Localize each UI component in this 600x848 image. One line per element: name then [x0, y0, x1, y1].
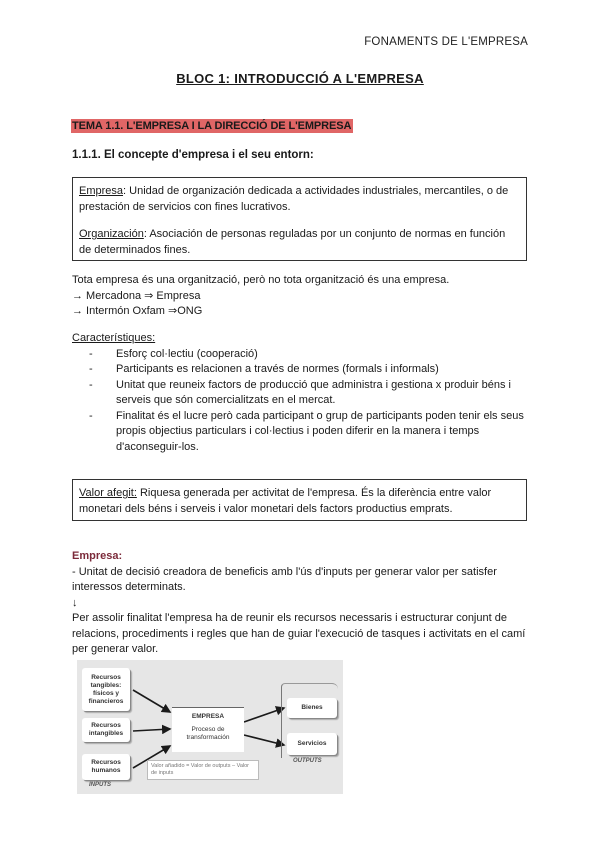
valor-afegit-term: Valor afegit: [79, 487, 137, 499]
characteristics-block [72, 331, 532, 455]
list-item-text: Participants es relacionen a través de normes (formals i informals) [116, 363, 439, 375]
example-oxfam: → Intermón Oxfam ⇒ONG [72, 305, 203, 317]
characteristics-heading: Característiques: [72, 332, 156, 344]
down-arrow-icon: ↓ [72, 596, 78, 609]
definition-empresa [79, 184, 520, 215]
definition-text: : Unidad de organización dedicada a actividades industriales, mercantiles, o de prestación de servicios con fines lucrativos. [79, 185, 509, 213]
output-servicios: Servicios [287, 733, 337, 755]
tema-heading: TEMA 1.1. L'EMPRESA I LA DIRECCIÓ DE L'EMPRESA [72, 120, 352, 132]
definition-text: : Asociación de personas reguladas por un conjunto de normas en función de determinados fines. [79, 228, 506, 256]
bullet-dash: - [89, 363, 93, 375]
definition-organizacion [79, 227, 520, 258]
characteristics-list [72, 347, 532, 456]
valor-formula: Valor añadido = Valor de outputs – Valor de inputs [147, 760, 259, 780]
list-item-text: Unitat que reuneix factors de producció que administra i gestiona x produir béns i serveis que són comercialitzats en el mercat. [116, 378, 512, 406]
section-heading: 1.1.1. El concepte d'empresa i el seu entorn: [72, 149, 314, 161]
definition-term: Empresa [79, 185, 124, 197]
empresa-box-title: EMPRESA [191, 713, 225, 720]
empresa-box [172, 707, 244, 752]
input-tangibles: Recursos tangibles: físicos y financieros [82, 668, 130, 711]
outputs-label: OUTPUTS [293, 758, 322, 764]
statement-block [72, 273, 532, 320]
definitions-box [72, 177, 527, 261]
empresa-line2: Per assolir finalitat l'empresa ha de reunir els recursos necessaris i estructurar conjunt de relacions, procediments i regles que han de guiar l'execució de tasques i activitats en el camí per generar valor. [72, 612, 526, 655]
list-item-text: Esforç col·lectiu (cooperació) [116, 347, 258, 360]
list-item [72, 409, 532, 456]
list-item [72, 378, 532, 409]
input-humanos: Recursos humanos [82, 754, 130, 780]
output-bienes: Bienes [287, 698, 337, 718]
bullet-dash: - [89, 347, 93, 360]
list-item [72, 347, 532, 363]
statement-line: Tota empresa és una organització, però no tota organització és una empresa. [72, 274, 450, 286]
empresa-block [72, 549, 532, 658]
valor-afegit-box [72, 479, 527, 521]
definition-term: Organización [79, 228, 144, 240]
list-item [72, 362, 532, 378]
valor-afegit-text: Riquesa generada per activitat de l'empresa. És la diferència entre valor monetari dels béns i serveis i valor monetari dels factors productius emprats. [79, 487, 492, 515]
input-intangibles: Recursos intangibles [82, 718, 130, 742]
document-title: BLOC 1: INTRODUCCIÓ A L'EMPRESA [176, 71, 424, 86]
bullet-dash: - [89, 409, 93, 422]
running-header: FONAMENTS DE L'EMPRESA [364, 36, 528, 48]
empresa-process-diagram [77, 660, 343, 794]
list-item-text: Finalitat és el lucre però cada participant o grup de participants poden tenir els seus propis objectius particulars i col·lectius i poden diferir en la manera i temps d'aconseguir-los. [116, 409, 524, 453]
empresa-box-subtitle: Proceso de transformación [186, 726, 230, 741]
empresa-line1: - Unitat de decisió creadora de beneficis amb l'ús d'inputs per generar valor per satisfer interessos determinats. [72, 565, 497, 593]
inputs-label: INPUTS [89, 782, 112, 788]
example-mercadona: → Mercadona ⇒ Empresa [72, 289, 201, 302]
empresa-heading: Empresa: [72, 550, 123, 562]
bullet-dash: - [89, 378, 93, 391]
